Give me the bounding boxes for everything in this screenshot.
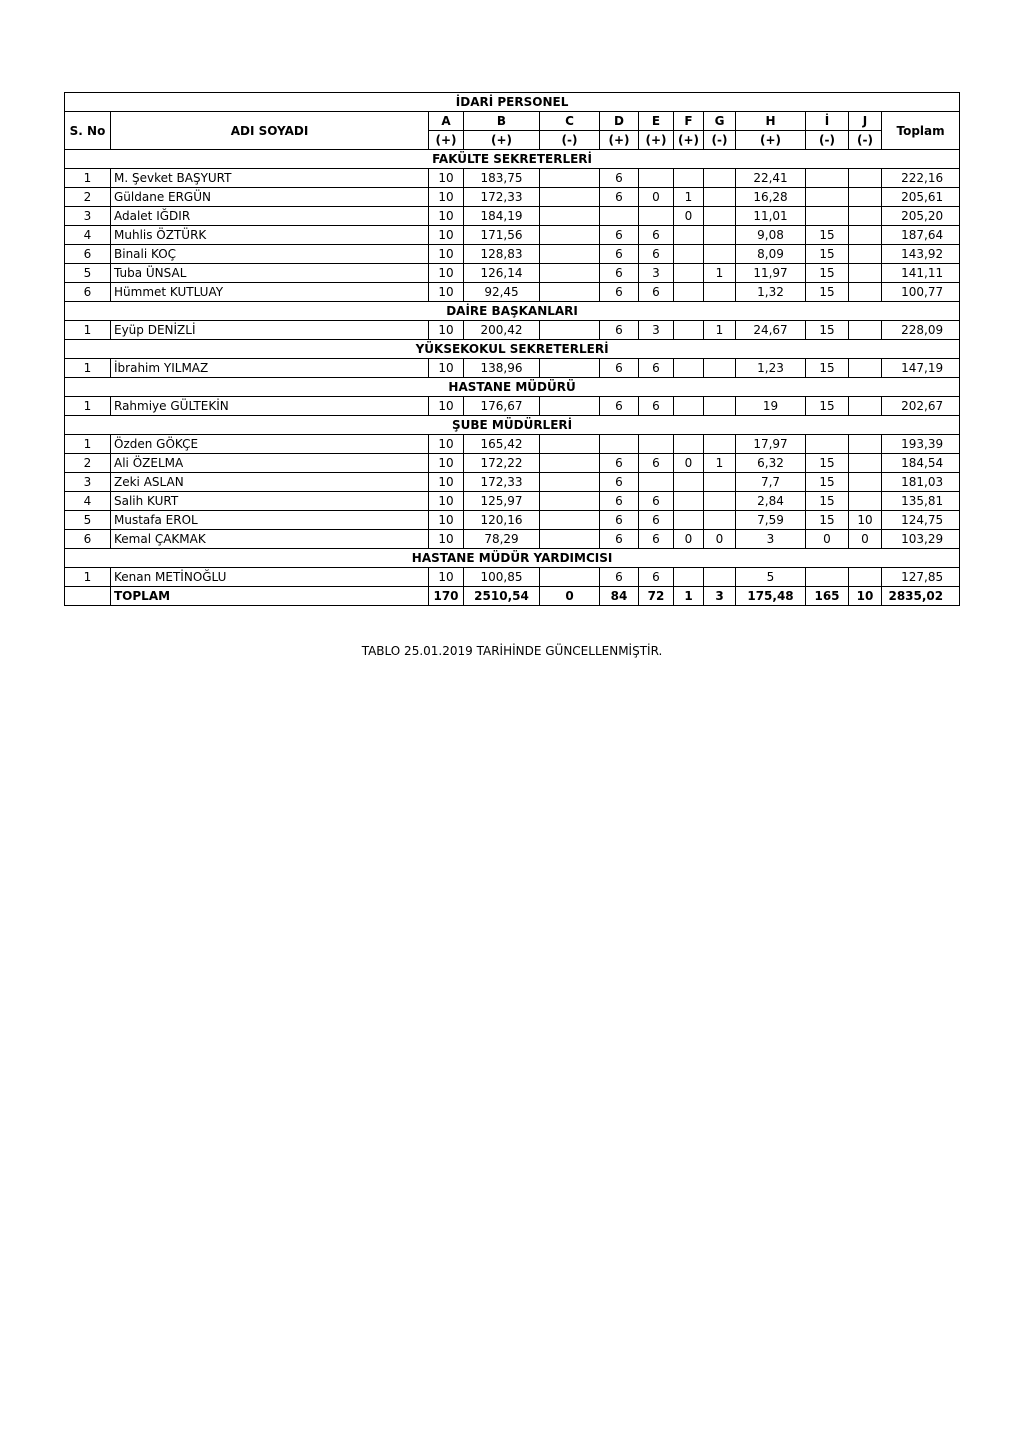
row-value-A: 10 bbox=[429, 530, 464, 549]
row-total: 205,61 bbox=[882, 188, 960, 207]
row-value-J bbox=[849, 435, 882, 454]
row-value-F bbox=[674, 226, 704, 245]
row-value-E: 3 bbox=[639, 321, 674, 340]
row-value-C bbox=[540, 511, 600, 530]
row-number: 1 bbox=[65, 568, 111, 587]
column-header-sno: S. No bbox=[65, 112, 111, 150]
row-value-F: 0 bbox=[674, 530, 704, 549]
row-value-A: 10 bbox=[429, 245, 464, 264]
row-value-D: 6 bbox=[600, 264, 639, 283]
row-total: 100,77 bbox=[882, 283, 960, 302]
row-value-D: 6 bbox=[600, 169, 639, 188]
table-title: İDARİ PERSONEL bbox=[65, 93, 960, 112]
row-value-E: 6 bbox=[639, 245, 674, 264]
row-value-H: 16,28 bbox=[736, 188, 806, 207]
row-value-C bbox=[540, 492, 600, 511]
row-value-D bbox=[600, 207, 639, 226]
section-header-row bbox=[65, 340, 960, 359]
row-value-B: 92,45 bbox=[464, 283, 540, 302]
row-value-C bbox=[540, 454, 600, 473]
row-value-G bbox=[704, 207, 736, 226]
row-value-İ bbox=[806, 188, 849, 207]
row-value-H: 6,32 bbox=[736, 454, 806, 473]
row-value-D: 6 bbox=[600, 511, 639, 530]
row-value-F bbox=[674, 359, 704, 378]
row-value-C bbox=[540, 397, 600, 416]
row-value-E: 6 bbox=[639, 283, 674, 302]
row-value-H: 2,84 bbox=[736, 492, 806, 511]
row-total: 193,39 bbox=[882, 435, 960, 454]
row-value-B: 172,33 bbox=[464, 188, 540, 207]
row-value-D: 6 bbox=[600, 359, 639, 378]
row-value-B: 125,97 bbox=[464, 492, 540, 511]
row-value-C bbox=[540, 530, 600, 549]
row-name: Kenan METİNOĞLU bbox=[111, 568, 429, 587]
row-value-İ bbox=[806, 568, 849, 587]
row-number: 5 bbox=[65, 511, 111, 530]
row-value-J bbox=[849, 188, 882, 207]
row-value-D: 6 bbox=[600, 454, 639, 473]
section-title: ŞUBE MÜDÜRLERİ bbox=[65, 416, 960, 435]
row-value-H: 3 bbox=[736, 530, 806, 549]
row-number: 3 bbox=[65, 473, 111, 492]
row-value-G bbox=[704, 226, 736, 245]
row-value-B: 100,85 bbox=[464, 568, 540, 587]
row-value-A: 10 bbox=[429, 473, 464, 492]
column-sign-5: (+) bbox=[674, 131, 704, 150]
row-value-E bbox=[639, 207, 674, 226]
row-value-H: 1,23 bbox=[736, 359, 806, 378]
row-name: Rahmiye GÜLTEKİN bbox=[111, 397, 429, 416]
row-value-İ bbox=[806, 207, 849, 226]
column-letter-9: J bbox=[849, 112, 882, 131]
section-title: HASTANE MÜDÜR YARDIMCISI bbox=[65, 549, 960, 568]
row-value-E: 6 bbox=[639, 492, 674, 511]
row-name: Özden GÖKÇE bbox=[111, 435, 429, 454]
row-value-G bbox=[704, 283, 736, 302]
row-value-C bbox=[540, 283, 600, 302]
row-value-H: 11,01 bbox=[736, 207, 806, 226]
grand-total-value-İ: 165 bbox=[806, 587, 849, 606]
row-value-J bbox=[849, 568, 882, 587]
grand-total-sum: 2835,02 bbox=[882, 587, 960, 606]
row-value-H: 1,32 bbox=[736, 283, 806, 302]
section-header-row bbox=[65, 378, 960, 397]
row-value-A: 10 bbox=[429, 283, 464, 302]
row-number: 6 bbox=[65, 530, 111, 549]
row-value-F bbox=[674, 397, 704, 416]
column-letter-6: G bbox=[704, 112, 736, 131]
row-value-İ: 15 bbox=[806, 359, 849, 378]
grand-total-value-C: 0 bbox=[540, 587, 600, 606]
row-name: Binali KOÇ bbox=[111, 245, 429, 264]
row-name: Zeki ASLAN bbox=[111, 473, 429, 492]
row-value-F bbox=[674, 283, 704, 302]
row-value-E: 6 bbox=[639, 226, 674, 245]
row-total: 205,20 bbox=[882, 207, 960, 226]
table-title-row bbox=[65, 93, 960, 112]
table-row bbox=[65, 454, 960, 473]
table-row bbox=[65, 473, 960, 492]
grand-total-value-J: 10 bbox=[849, 587, 882, 606]
column-sign-1: (+) bbox=[464, 131, 540, 150]
row-value-E bbox=[639, 473, 674, 492]
row-number: 1 bbox=[65, 435, 111, 454]
table-row bbox=[65, 492, 960, 511]
row-value-F bbox=[674, 169, 704, 188]
row-value-B: 138,96 bbox=[464, 359, 540, 378]
row-value-E: 6 bbox=[639, 530, 674, 549]
row-value-E: 6 bbox=[639, 511, 674, 530]
row-total: 181,03 bbox=[882, 473, 960, 492]
row-value-İ: 15 bbox=[806, 283, 849, 302]
row-value-G: 1 bbox=[704, 264, 736, 283]
row-value-J bbox=[849, 492, 882, 511]
grand-total-label: TOPLAM bbox=[111, 587, 429, 606]
row-total: 147,19 bbox=[882, 359, 960, 378]
column-sign-2: (-) bbox=[540, 131, 600, 150]
table-row bbox=[65, 397, 960, 416]
footer-note: TABLO 25.01.2019 TARİHİNDE GÜNCELLENMİŞTİR. bbox=[361, 644, 663, 658]
row-value-G bbox=[704, 188, 736, 207]
row-value-D: 6 bbox=[600, 188, 639, 207]
section-header-row bbox=[65, 302, 960, 321]
column-sign-8: (-) bbox=[806, 131, 849, 150]
section-header-row bbox=[65, 150, 960, 169]
row-value-H: 17,97 bbox=[736, 435, 806, 454]
row-value-D: 6 bbox=[600, 283, 639, 302]
row-value-İ: 15 bbox=[806, 321, 849, 340]
row-value-G bbox=[704, 245, 736, 264]
table-row bbox=[65, 530, 960, 549]
table-row bbox=[65, 359, 960, 378]
row-value-B: 120,16 bbox=[464, 511, 540, 530]
column-sign-7: (+) bbox=[736, 131, 806, 150]
row-number: 2 bbox=[65, 188, 111, 207]
row-value-D: 6 bbox=[600, 530, 639, 549]
row-value-G: 1 bbox=[704, 454, 736, 473]
row-value-B: 176,67 bbox=[464, 397, 540, 416]
row-value-G bbox=[704, 169, 736, 188]
table-row bbox=[65, 568, 960, 587]
row-name: Mustafa EROL bbox=[111, 511, 429, 530]
row-number: 3 bbox=[65, 207, 111, 226]
row-value-C bbox=[540, 473, 600, 492]
row-value-J bbox=[849, 397, 882, 416]
row-number: 5 bbox=[65, 264, 111, 283]
row-value-A: 10 bbox=[429, 511, 464, 530]
row-value-E bbox=[639, 435, 674, 454]
row-value-İ: 15 bbox=[806, 264, 849, 283]
table-row bbox=[65, 226, 960, 245]
row-value-A: 10 bbox=[429, 264, 464, 283]
table-row bbox=[65, 245, 960, 264]
row-value-H: 19 bbox=[736, 397, 806, 416]
column-header-total: Toplam bbox=[882, 112, 960, 150]
row-value-A: 10 bbox=[429, 169, 464, 188]
row-value-J bbox=[849, 245, 882, 264]
grand-total-value-D: 84 bbox=[600, 587, 639, 606]
column-letter-4: E bbox=[639, 112, 674, 131]
row-value-H: 7,59 bbox=[736, 511, 806, 530]
row-value-H: 5 bbox=[736, 568, 806, 587]
row-value-E: 0 bbox=[639, 188, 674, 207]
row-value-F bbox=[674, 435, 704, 454]
row-total: 222,16 bbox=[882, 169, 960, 188]
row-value-A: 10 bbox=[429, 397, 464, 416]
grand-total-row bbox=[65, 587, 960, 606]
column-sign-6: (-) bbox=[704, 131, 736, 150]
column-sign-4: (+) bbox=[639, 131, 674, 150]
row-value-D: 6 bbox=[600, 473, 639, 492]
row-value-C bbox=[540, 264, 600, 283]
row-value-A: 10 bbox=[429, 226, 464, 245]
row-value-F: 0 bbox=[674, 454, 704, 473]
row-value-E: 3 bbox=[639, 264, 674, 283]
section-header-row bbox=[65, 416, 960, 435]
row-name: Muhlis ÖZTÜRK bbox=[111, 226, 429, 245]
row-number: 2 bbox=[65, 454, 111, 473]
row-value-G: 0 bbox=[704, 530, 736, 549]
section-title: HASTANE MÜDÜRÜ bbox=[65, 378, 960, 397]
grand-total-empty bbox=[65, 587, 111, 606]
row-value-F bbox=[674, 568, 704, 587]
row-name: Salih KURT bbox=[111, 492, 429, 511]
row-total: 124,75 bbox=[882, 511, 960, 530]
row-total: 135,81 bbox=[882, 492, 960, 511]
row-value-J bbox=[849, 169, 882, 188]
row-value-F bbox=[674, 473, 704, 492]
row-total: 202,67 bbox=[882, 397, 960, 416]
row-number: 4 bbox=[65, 492, 111, 511]
row-value-H: 24,67 bbox=[736, 321, 806, 340]
row-value-İ: 15 bbox=[806, 492, 849, 511]
row-number: 1 bbox=[65, 359, 111, 378]
grand-total-value-A: 170 bbox=[429, 587, 464, 606]
row-value-J bbox=[849, 321, 882, 340]
row-value-İ: 15 bbox=[806, 397, 849, 416]
row-value-F bbox=[674, 492, 704, 511]
row-value-E: 6 bbox=[639, 568, 674, 587]
row-name: Eyüp DENİZLİ bbox=[111, 321, 429, 340]
grand-total-value-B: 2510,54 bbox=[464, 587, 540, 606]
row-value-İ bbox=[806, 435, 849, 454]
row-number: 6 bbox=[65, 283, 111, 302]
row-value-A: 10 bbox=[429, 207, 464, 226]
row-value-B: 126,14 bbox=[464, 264, 540, 283]
row-value-A: 10 bbox=[429, 492, 464, 511]
personnel-score-table bbox=[64, 92, 960, 606]
row-value-F bbox=[674, 321, 704, 340]
row-total: 143,92 bbox=[882, 245, 960, 264]
row-number: 1 bbox=[65, 321, 111, 340]
row-value-G bbox=[704, 492, 736, 511]
section-title: FAKÜLTE SEKRETERLERİ bbox=[65, 150, 960, 169]
row-total: 187,64 bbox=[882, 226, 960, 245]
row-total: 127,85 bbox=[882, 568, 960, 587]
row-number: 1 bbox=[65, 169, 111, 188]
row-value-J bbox=[849, 473, 882, 492]
row-value-B: 78,29 bbox=[464, 530, 540, 549]
row-value-J: 10 bbox=[849, 511, 882, 530]
row-value-İ: 15 bbox=[806, 245, 849, 264]
row-value-J bbox=[849, 359, 882, 378]
row-value-H: 11,97 bbox=[736, 264, 806, 283]
row-value-B: 171,56 bbox=[464, 226, 540, 245]
row-total: 228,09 bbox=[882, 321, 960, 340]
row-value-F bbox=[674, 264, 704, 283]
column-letter-0: A bbox=[429, 112, 464, 131]
row-value-A: 10 bbox=[429, 359, 464, 378]
row-value-A: 10 bbox=[429, 568, 464, 587]
row-name: Kemal ÇAKMAK bbox=[111, 530, 429, 549]
table-body bbox=[65, 93, 960, 606]
row-value-A: 10 bbox=[429, 454, 464, 473]
column-letter-8: İ bbox=[806, 112, 849, 131]
row-value-İ: 15 bbox=[806, 226, 849, 245]
row-value-J bbox=[849, 283, 882, 302]
row-value-F: 0 bbox=[674, 207, 704, 226]
row-value-J: 0 bbox=[849, 530, 882, 549]
row-value-G bbox=[704, 473, 736, 492]
section-header-row bbox=[65, 549, 960, 568]
row-value-H: 22,41 bbox=[736, 169, 806, 188]
row-name: İbrahim YILMAZ bbox=[111, 359, 429, 378]
column-letter-2: C bbox=[540, 112, 600, 131]
row-value-J bbox=[849, 454, 882, 473]
row-value-J bbox=[849, 207, 882, 226]
row-value-C bbox=[540, 568, 600, 587]
row-value-B: 172,22 bbox=[464, 454, 540, 473]
row-value-D: 6 bbox=[600, 321, 639, 340]
row-value-E: 6 bbox=[639, 359, 674, 378]
row-value-C bbox=[540, 435, 600, 454]
row-value-C bbox=[540, 226, 600, 245]
table-row bbox=[65, 264, 960, 283]
row-value-B: 200,42 bbox=[464, 321, 540, 340]
row-total: 184,54 bbox=[882, 454, 960, 473]
row-value-B: 165,42 bbox=[464, 435, 540, 454]
row-value-C bbox=[540, 188, 600, 207]
row-value-D: 6 bbox=[600, 492, 639, 511]
row-value-E: 6 bbox=[639, 454, 674, 473]
row-name: Hümmet KUTLUAY bbox=[111, 283, 429, 302]
row-value-D: 6 bbox=[600, 245, 639, 264]
row-value-B: 184,19 bbox=[464, 207, 540, 226]
row-total: 141,11 bbox=[882, 264, 960, 283]
table-row bbox=[65, 435, 960, 454]
row-value-F bbox=[674, 511, 704, 530]
row-value-D: 6 bbox=[600, 397, 639, 416]
row-name: Adalet IĞDIR bbox=[111, 207, 429, 226]
row-value-G bbox=[704, 397, 736, 416]
section-title: YÜKSEKOKUL SEKRETERLERİ bbox=[65, 340, 960, 359]
row-value-G bbox=[704, 359, 736, 378]
row-value-J bbox=[849, 264, 882, 283]
grand-total-value-G: 3 bbox=[704, 587, 736, 606]
table-row bbox=[65, 169, 960, 188]
row-name: Ali ÖZELMA bbox=[111, 454, 429, 473]
row-value-C bbox=[540, 245, 600, 264]
row-value-A: 10 bbox=[429, 188, 464, 207]
row-value-H: 9,08 bbox=[736, 226, 806, 245]
row-value-C bbox=[540, 169, 600, 188]
column-sign-0: (+) bbox=[429, 131, 464, 150]
row-number: 1 bbox=[65, 397, 111, 416]
column-letters-row bbox=[65, 112, 960, 131]
table-row bbox=[65, 283, 960, 302]
row-value-A: 10 bbox=[429, 435, 464, 454]
row-value-İ bbox=[806, 169, 849, 188]
row-value-F: 1 bbox=[674, 188, 704, 207]
row-value-G bbox=[704, 568, 736, 587]
row-number: 4 bbox=[65, 226, 111, 245]
section-title: DAİRE BAŞKANLARI bbox=[65, 302, 960, 321]
row-value-A: 10 bbox=[429, 321, 464, 340]
column-header-name: ADI SOYADI bbox=[111, 112, 429, 150]
row-value-İ: 15 bbox=[806, 511, 849, 530]
row-value-C bbox=[540, 207, 600, 226]
row-value-İ: 15 bbox=[806, 473, 849, 492]
row-value-D: 6 bbox=[600, 568, 639, 587]
row-name: M. Şevket BAŞYURT bbox=[111, 169, 429, 188]
column-sign-3: (+) bbox=[600, 131, 639, 150]
column-letter-5: F bbox=[674, 112, 704, 131]
row-value-G bbox=[704, 435, 736, 454]
table-row bbox=[65, 207, 960, 226]
column-letter-3: D bbox=[600, 112, 639, 131]
grand-total-value-F: 1 bbox=[674, 587, 704, 606]
row-number: 6 bbox=[65, 245, 111, 264]
row-value-B: 128,83 bbox=[464, 245, 540, 264]
row-name: Güldane ERGÜN bbox=[111, 188, 429, 207]
row-value-G: 1 bbox=[704, 321, 736, 340]
row-value-J bbox=[849, 226, 882, 245]
row-value-G bbox=[704, 511, 736, 530]
grand-total-value-H: 175,48 bbox=[736, 587, 806, 606]
grand-total-value-E: 72 bbox=[639, 587, 674, 606]
row-value-E bbox=[639, 169, 674, 188]
row-value-İ: 15 bbox=[806, 454, 849, 473]
table-row bbox=[65, 511, 960, 530]
row-value-F bbox=[674, 245, 704, 264]
row-value-D: 6 bbox=[600, 226, 639, 245]
row-value-İ: 0 bbox=[806, 530, 849, 549]
row-total: 103,29 bbox=[882, 530, 960, 549]
row-value-E: 6 bbox=[639, 397, 674, 416]
row-value-B: 183,75 bbox=[464, 169, 540, 188]
row-name: Tuba ÜNSAL bbox=[111, 264, 429, 283]
column-letter-7: H bbox=[736, 112, 806, 131]
table-row bbox=[65, 321, 960, 340]
row-value-H: 8,09 bbox=[736, 245, 806, 264]
row-value-C bbox=[540, 321, 600, 340]
column-letter-1: B bbox=[464, 112, 540, 131]
row-value-B: 172,33 bbox=[464, 473, 540, 492]
row-value-D bbox=[600, 435, 639, 454]
row-value-C bbox=[540, 359, 600, 378]
table-row bbox=[65, 188, 960, 207]
row-value-H: 7,7 bbox=[736, 473, 806, 492]
column-sign-9: (-) bbox=[849, 131, 882, 150]
